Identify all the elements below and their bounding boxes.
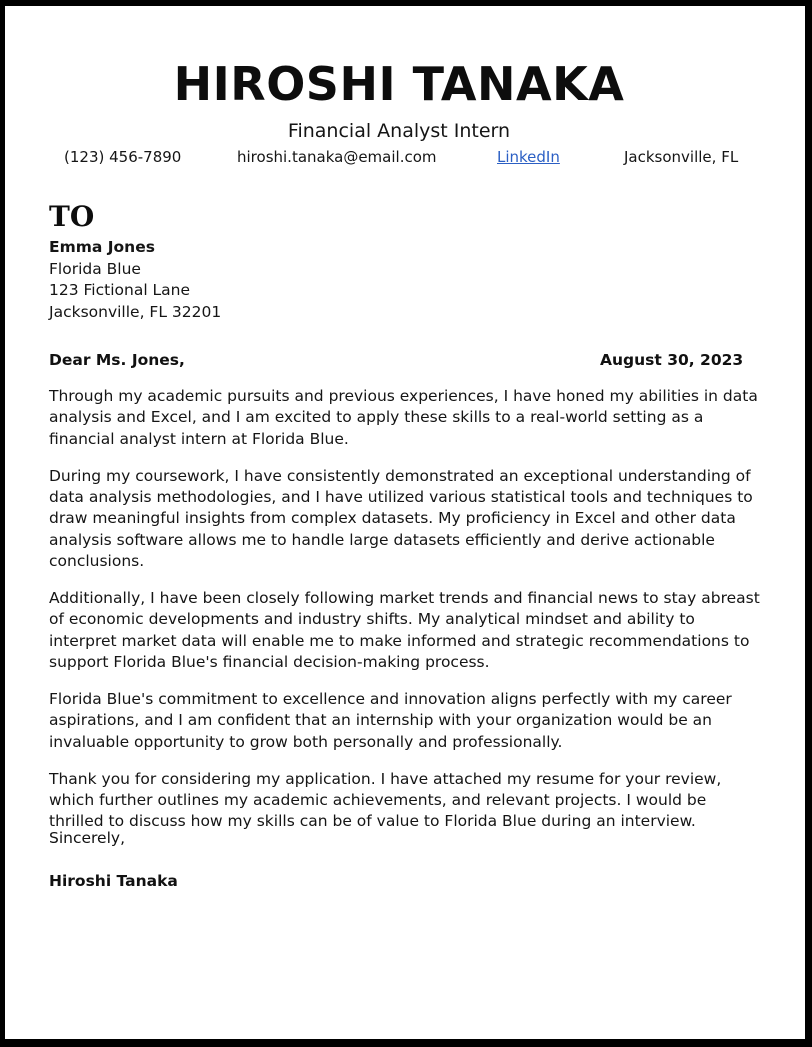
closing: Sincerely, [49, 829, 126, 847]
contact-email: hiroshi.tanaka@email.com [237, 148, 437, 166]
body-paragraph: Through my academic pursuits and previous experiences, I have honed my abilities in data analysis and Excel, and I am excited to apply these skills to a real-world setting as a financial analyst intern at Florida Blue. [49, 387, 758, 448]
recipient-city: Jacksonville, FL 32201 [49, 302, 222, 321]
recipient-company: Florida Blue [49, 259, 141, 278]
body-paragraph: During my coursework, I have consistently demonstrated an exceptional understanding of data analysis methodologies, and I have utilized various statistical tools and techniques to draw meaningful insights from complex datasets. My proficiency in Excel and other data analysis software allows me to handle large datasets efficiently and derive actionable conclusions. [49, 466, 753, 571]
recipient-block [49, 237, 221, 323]
cover-letter-page [5, 6, 805, 1039]
letter-date: August 30, 2023 [600, 351, 744, 369]
applicant-name: HIROSHI TANAKA [173, 57, 625, 111]
body-paragraph: Additionally, I have been closely following market trends and financial news to stay abreast of economic developments and industry shifts. My analytical mindset and ability to interpret market data will enable me to make informed and strategic recommendations to support Florida Blue's financial decision-making process. [49, 589, 760, 672]
contact-info-row [5, 147, 805, 169]
body-paragraph: Florida Blue's commitment to excellence and innovation aligns perfectly with my career aspirations, and I am confident that an internship with your organization would be an invaluable opportunity to grow both personally and professionally. [49, 690, 732, 751]
applicant-title: Financial Analyst Intern [287, 120, 511, 142]
signature-name: Hiroshi Tanaka [49, 872, 178, 890]
contact-phone: (123) 456-7890 [64, 148, 182, 166]
salutation: Dear Ms. Jones, [49, 351, 185, 369]
letter-body [49, 386, 765, 848]
recipient-street: 123 Fictional Lane [49, 281, 191, 299]
body-paragraph: Thank you for considering my application. I have attached my resume for your review, which further outlines my academic achievements, and relevant projects. I would be thrilled to discuss how my skills can be of value to Florida Blue during an interview. [49, 769, 722, 831]
to-heading: TO [49, 200, 95, 233]
contact-location: Jacksonville, FL [624, 148, 739, 166]
linkedin-link[interactable]: LinkedIn [497, 148, 560, 166]
recipient-name: Emma Jones [49, 238, 155, 256]
